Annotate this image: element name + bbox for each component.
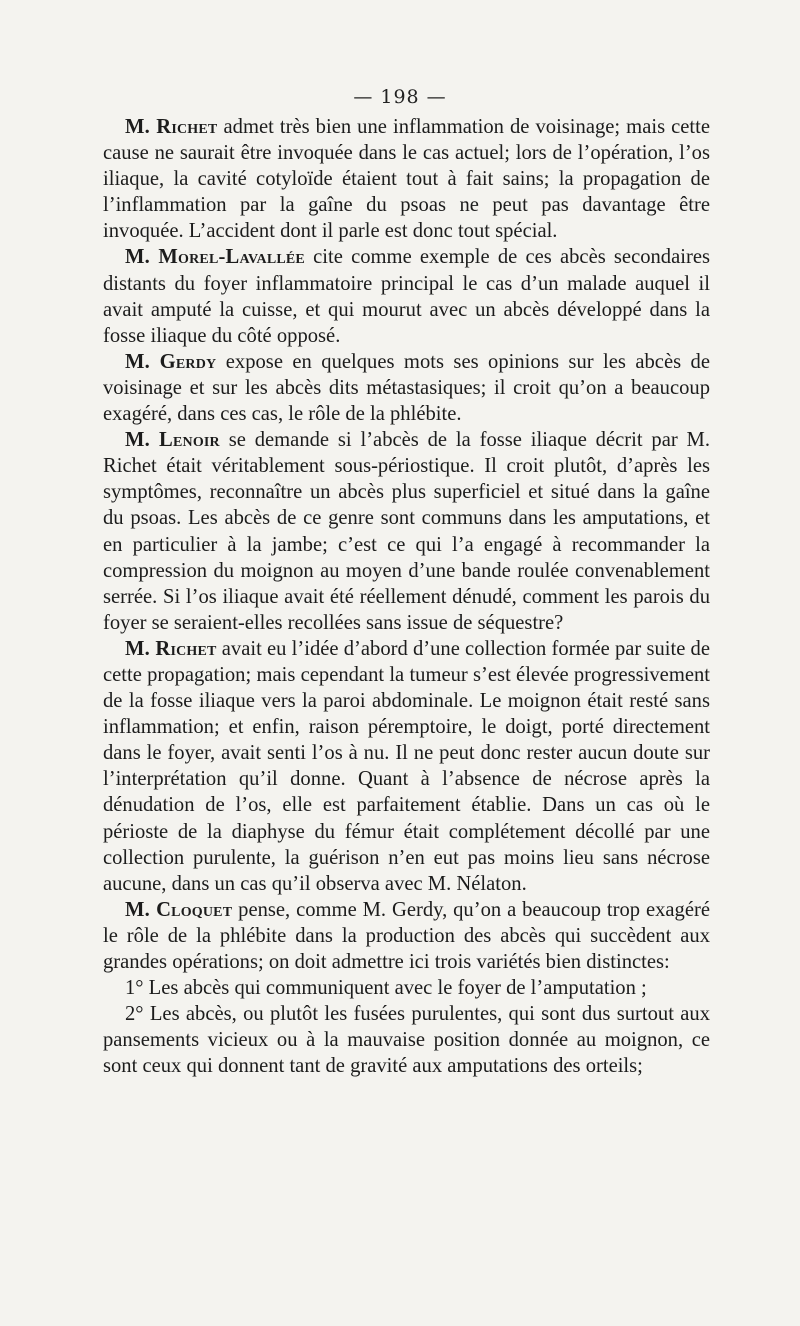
list-item-paragraph [103,1001,710,1079]
paragraph [103,349,710,427]
paragraph-text: pense, comme M. Gerdy, qu’on a beaucoup trop exagéré le rôle de la phlébite dans la production des abcès qui succèdent aux grandes opérations; on doit admettre ici trois variétés bien distinctes: [103,898,710,973]
paragraph-text: admet très bien une inflammation de voisinage; mais cette cause ne saurait être invoquée dans le cas actuel; lors de l’opération, l’os iliaque, la cavité cotyloïde étaient tout à fait sains; la propagation de l’inflammation par la gaîne du psoas ne peut pas davantage être invoquée. L’accident dont il parle est donc tout spécial. [103,116,710,243]
paragraph-text: 1° Les abcès qui communiquent avec le foyer de l’amputation ; [125,977,647,1000]
speaker-name: M. Morel-Lavallée [125,246,305,269]
paragraph [103,636,710,897]
paragraph [103,114,710,244]
paragraph-text: 2° Les abcès, ou plutôt les fusées purulentes, qui sont dus surtout aux pansements vicieux ou à la mauvaise position donnée au moignon, ce sont ceux qui donnent tant de gravité aux amputations des orteils; [103,1003,710,1078]
paragraph-text: cite comme exemple de ces abcès secondaires distants du foyer inflammatoire principal le cas d’un malade auquel il avait amputé la cuisse, et qui mourut avec un abcès développé dans la fosse iliaque du côté opposé. [103,246,710,347]
speaker-name: M. Richet [125,116,218,138]
page-number: — 198 — [353,86,447,108]
paragraph-text: se demande si l’abcès de la fosse iliaque décrit par M. Richet était véritablement sous-périostique. Il croit plutôt, d’après les symptômes, reconnaître un abcès plus superficiel et situé dans la gaîne du psoas. Les abcès de ce genre sont communs dans les amputations, et en particulier à la jambe; c’est ce qui l’a engagé à recommander la compression du moignon au moyen d’une bande roulée convenablement serrée. Si l’os iliaque avait été réellement dénudé, comment les parois du foyer se seraient-elles recollées sans issue de séquestre? [103,429,711,634]
speaker-name: M. Cloquet [125,898,233,921]
speaker-name: M. Lenoir [125,429,220,452]
paragraph [103,897,710,975]
paragraph-text: avait eu l’idée d’abord d’une collection formée par suite de cette propagation; mais cependant la tumeur s’est élevée progressivement de la fosse iliaque vers la paroi abdominale. Le moignon était resté sans inflammation; et enfin, raison péremptoire, le doigt, porté directement dans le foyer, avait senti l’os à nu. Il ne peut donc rester aucun doute sur l’interprétation qu’il donne. Quant à l’absence de nécrose après la dénudation de l’os, elle est parfaitement établie. Dans un cas où le périoste de la diaphyse du fémur était complétement décollé par une collection purulente, la guérison n’en eut pas moins lieu sans nécrose aucune, dans un cas qu’il observa avec M. Nélaton. [103,637,710,895]
paragraph-text: expose en quelques mots ses opinions sur les abcès de voisinage et sur les abcès dits métastasiques; il croit qu’on a beaucoup exagéré, dans ces cas, le rôle de la phlébite. [103,350,710,426]
paragraph [103,427,710,636]
paragraph [103,244,710,348]
speaker-name: M. Richet [125,637,217,660]
speaker-name: M. Gerdy [125,350,217,373]
body-text [103,114,710,1079]
list-item-paragraph [103,975,710,1001]
